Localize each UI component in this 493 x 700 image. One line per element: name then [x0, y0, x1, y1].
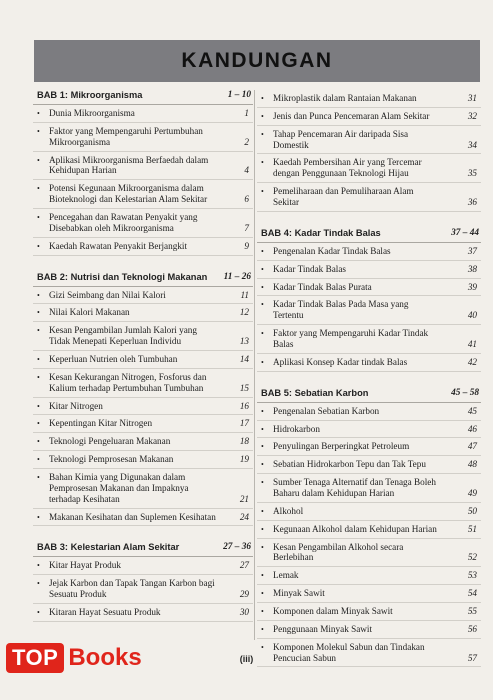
toc-entry-text-wrap — [257, 282, 441, 293]
toc-entry-label: Hidrokarbon — [273, 423, 320, 434]
toc-entry[interactable] — [33, 287, 253, 305]
chapter-title: BAB 1: Mikroorganisma — [37, 90, 143, 100]
toc-entry-text-wrap — [33, 436, 217, 447]
toc-entry-label: Pencegahan dan Rawatan Penyakit yang Disebabkan oleh Mikroorganisma — [49, 211, 198, 233]
bullet-icon: • — [261, 187, 264, 197]
toc-entry-page: 24 — [239, 511, 249, 522]
toc-entry[interactable] — [33, 369, 253, 398]
toc-entry[interactable] — [257, 325, 481, 354]
toc-entry[interactable] — [257, 183, 481, 212]
toc-right-column — [257, 90, 481, 667]
toc-entry-label: Kaedah Rawatan Penyakit Berjangkit — [49, 240, 188, 251]
toc-entry-page: 9 — [244, 240, 249, 251]
column-divider — [254, 90, 255, 640]
toc-entry-label: Kitar Nitrogen — [49, 400, 103, 411]
chapter-title: BAB 3: Kelestarian Alam Sekitar — [37, 542, 180, 553]
toc-entry-page: 18 — [239, 436, 249, 447]
toc-entry-label: Lemak — [273, 570, 299, 581]
toc-entry-text-wrap — [33, 108, 217, 119]
toc-entry-label: Jenis dan Punca Pencemaran Alam Sekitar — [273, 110, 430, 121]
toc-entry-label: Teknologi Pengeluaran Makanan — [49, 436, 171, 447]
toc-entry[interactable] — [257, 354, 481, 372]
toc-entry[interactable] — [257, 108, 481, 126]
bullet-icon: • — [261, 442, 264, 452]
toc-entry-page: 7 — [244, 222, 249, 233]
section-gap — [257, 372, 481, 388]
toc-entry[interactable] — [257, 296, 481, 325]
toc-entry-text-wrap — [33, 418, 217, 429]
bullet-icon: • — [37, 354, 40, 364]
toc-entry-label: Potensi Kegunaan Mikroorganisma dalam Bioteknologi dan Kelestarian Alam Sekitar — [49, 183, 208, 205]
toc-entry-text-wrap — [33, 354, 217, 365]
bullet-icon: • — [261, 329, 264, 339]
toc-entry-text-wrap — [33, 241, 217, 252]
toc-entry-label: Pengenalan Kadar Tindak Balas — [273, 245, 391, 256]
toc-entry-page: 14 — [239, 353, 249, 364]
chapter-heading[interactable] — [257, 388, 481, 403]
toc-entry-text-wrap — [257, 570, 441, 581]
toc-entry-page: 1 — [244, 107, 249, 118]
chapter-heading[interactable] — [33, 90, 253, 105]
toc-entry-label: Jejak Karbon dan Tapak Tangan Karbon bagi Sesuatu Produk — [49, 578, 215, 600]
toc-entry-text-wrap — [33, 155, 217, 177]
section-gap — [257, 212, 481, 228]
bullet-icon: • — [37, 108, 40, 118]
toc-entry-page: 16 — [239, 400, 249, 411]
toc-entry-label: Kitar Hayat Produk — [49, 560, 121, 571]
toc-entry-label: Kadar Tindak Balas Purata — [273, 281, 372, 292]
toc-entry-text-wrap — [257, 264, 441, 275]
toc-entry-text-wrap — [33, 607, 217, 618]
chapter-page-range: 27 – 36 — [223, 542, 251, 553]
bullet-icon: • — [261, 246, 264, 256]
toc-entry-label: Kadar Tindak Balas Pada Masa yang Tertentu — [273, 299, 409, 321]
toc-entry[interactable] — [257, 503, 481, 521]
toc-entry[interactable] — [33, 575, 253, 604]
toc-entry-label: Penyulingan Berperingkat Petroleum — [273, 441, 410, 452]
toc-entry[interactable] — [257, 603, 481, 621]
toc-entry-label: Keperluan Nutrien oleh Tumbuhan — [49, 353, 178, 364]
toc-entry-label: Mikroplastik dalam Rantaian Makanan — [273, 93, 417, 103]
page-number: (iii) — [239, 654, 254, 664]
toc-entry-page: 2 — [244, 136, 249, 147]
bullet-icon: • — [37, 372, 40, 382]
chapter-heading[interactable] — [257, 228, 481, 243]
toc-entry[interactable] — [257, 438, 481, 456]
bullet-icon: • — [261, 478, 264, 488]
chapter-title: BAB 4: Kadar Tindak Balas — [261, 227, 381, 238]
toc-entry[interactable] — [33, 415, 253, 433]
toc-entry-label: Bahan Kimia yang Digunakan dalam Pemprosesan Makanan dan Impaknya terhadap Kesihatan — [49, 471, 189, 504]
toc-entry-text-wrap — [257, 506, 441, 517]
toc-entry-label: Dunia Mikroorganisma — [49, 107, 135, 118]
toc-entry-page: 57 — [467, 652, 477, 663]
bullet-icon: • — [37, 607, 40, 617]
toc-entry-text-wrap — [257, 299, 441, 321]
toc-entry-page: 29 — [239, 589, 249, 600]
toc-entry[interactable] — [257, 567, 481, 585]
toc-entry[interactable] — [33, 180, 253, 209]
toc-entry-label: Faktor yang Mempengaruhi Pertumbuhan Mikroorganisma — [49, 125, 203, 147]
chapter-heading[interactable] — [33, 542, 253, 557]
toc-entry[interactable] — [257, 279, 481, 297]
bullet-icon: • — [37, 419, 40, 429]
toc-entry[interactable] — [33, 152, 253, 181]
toc-entry-label: Sebatian Hidrokarbon Tepu dan Tak Tepu — [273, 459, 426, 470]
bullet-icon: • — [37, 455, 40, 465]
toc-entry-text-wrap — [257, 186, 441, 208]
toc-entry-text-wrap — [33, 512, 217, 523]
toc-entry-page: 31 — [467, 93, 477, 103]
chapter-page-range: 11 – 26 — [223, 271, 251, 282]
toc-entry[interactable] — [33, 509, 253, 527]
toc-entry[interactable] — [257, 539, 481, 568]
bullet-icon: • — [37, 290, 40, 300]
bullet-icon: • — [261, 642, 264, 652]
toc-entry-label: Kitaran Hayat Sesuatu Produk — [49, 606, 161, 617]
bullet-icon: • — [37, 308, 40, 318]
toc-entry-text-wrap — [257, 588, 441, 599]
toc-entry-label: Sumber Tenaga Alternatif dan Tenaga Boleh Baharu dalam Kehidupan Harian — [273, 477, 436, 498]
toc-entry[interactable] — [257, 621, 481, 639]
toc-entry[interactable] — [33, 451, 253, 469]
toc-entry-page: 38 — [467, 263, 477, 274]
toc-entry-label: Minyak Sawit — [273, 588, 325, 599]
toc-left-column — [33, 90, 253, 622]
bullet-icon: • — [261, 111, 264, 121]
toc-entry-page: 21 — [239, 493, 249, 504]
toc-entry-text-wrap — [257, 328, 441, 350]
bullet-icon: • — [261, 357, 264, 367]
toc-entry-text-wrap — [33, 325, 217, 347]
toc-entry-label: Komponen dalam Minyak Sawit — [273, 606, 393, 616]
bullet-icon: • — [37, 126, 40, 136]
bullet-icon: • — [37, 401, 40, 411]
toc-entry[interactable] — [33, 322, 253, 351]
bullet-icon: • — [261, 571, 264, 581]
toc-entry-page: 40 — [467, 310, 477, 321]
bullet-icon: • — [37, 512, 40, 522]
bullet-icon: • — [261, 406, 264, 416]
toc-entry-text-wrap — [257, 424, 441, 435]
toc-entry[interactable] — [257, 261, 481, 279]
toc-entry-text-wrap — [33, 560, 217, 571]
toc-entry-label: Aplikasi Mikroorganisma Berfaedah dalam Kehidupan Harian — [49, 154, 209, 176]
toc-entry-label: Kesan Pengambilan Jumlah Kalori yang Tidak Menepati Keperluan Individu — [49, 325, 197, 347]
toc-entry-label: Kepentingan Kitar Nitrogen — [49, 418, 153, 429]
toc-entry-label: Kesan Pengambilan Alkohol secara Berlebihan — [273, 541, 404, 563]
toc-entry-text-wrap — [257, 246, 441, 257]
logo-books: Books — [68, 644, 142, 671]
toc-entry[interactable] — [33, 123, 253, 152]
toc-entry[interactable] — [33, 238, 253, 256]
bullet-icon: • — [261, 282, 264, 292]
toc-entry-page: 54 — [467, 588, 477, 599]
toc-entry[interactable] — [33, 209, 253, 238]
toc-entry-label: Pengenalan Sebatian Karbon — [273, 405, 380, 416]
toc-entry[interactable] — [33, 304, 253, 322]
chapter-title: BAB 2: Nutrisi dan Teknologi Makanan — [37, 271, 208, 282]
toc-entry-label: Teknologi Pemprosesan Makanan — [49, 454, 174, 465]
section-gap — [33, 256, 253, 272]
bullet-icon: • — [37, 437, 40, 447]
toc-entry-page: 6 — [244, 194, 249, 205]
toc-entry-page: 12 — [239, 307, 249, 318]
toc-entry-page: 30 — [239, 606, 249, 617]
bullet-icon: • — [261, 589, 264, 599]
toc-entry-page: 52 — [467, 552, 477, 563]
toc-entry-text-wrap — [33, 307, 217, 318]
bullet-icon: • — [37, 184, 40, 194]
toc-entry-text-wrap — [257, 441, 441, 452]
toc-entry-label: Penggunaan Minyak Sawit — [273, 623, 373, 634]
toc-entry-text-wrap — [33, 454, 217, 465]
chapter-page-range: 37 – 44 — [451, 227, 479, 238]
toc-entry-page: 50 — [467, 505, 477, 516]
bullet-icon: • — [37, 561, 40, 571]
bullet-icon: • — [261, 129, 264, 139]
toc-entry-label: Kaedah Pembersihan Air yang Tercemar dengan Penggunaan Teknologi Hijau — [273, 157, 422, 179]
bullet-icon: • — [37, 241, 40, 251]
toc-entry-page: 55 — [467, 606, 477, 616]
toc-entry-text-wrap — [257, 157, 441, 179]
section-gap — [33, 526, 253, 542]
toc-entry-page: 49 — [467, 487, 477, 498]
contents-banner — [34, 40, 480, 82]
toc-entry-page: 48 — [467, 459, 477, 470]
toc-entry-text-wrap — [257, 406, 441, 417]
bullet-icon: • — [37, 579, 40, 589]
toc-entry-label: Faktor yang Mempengaruhi Kadar Tindak Balas — [273, 328, 429, 349]
toc-entry-page: 56 — [467, 623, 477, 634]
toc-entry-page: 27 — [239, 560, 249, 571]
toc-entry-page: 15 — [239, 382, 249, 393]
toc-entry[interactable] — [33, 469, 253, 509]
toc-entry-page: 46 — [467, 423, 477, 434]
toc-entry-text-wrap — [257, 129, 441, 151]
toc-entry-page: 13 — [239, 336, 249, 347]
bullet-icon: • — [261, 300, 264, 310]
toc-entry[interactable] — [257, 421, 481, 439]
toc-entry-text-wrap — [33, 290, 217, 301]
toc-entry-text-wrap — [33, 372, 217, 394]
toc-entry-text-wrap — [33, 183, 217, 205]
toc-entry[interactable] — [257, 585, 481, 603]
toc-entry[interactable] — [33, 557, 253, 575]
bullet-icon: • — [261, 542, 264, 552]
toc-entry-label: Gizi Seimbang dan Nilai Kalori — [49, 289, 166, 300]
bullet-icon: • — [261, 524, 264, 534]
toc-entry-page: 51 — [467, 523, 477, 534]
toc-entry-label: Pemeliharaan dan Pemuliharaan Alam Sekitar — [273, 186, 414, 208]
toc-entry[interactable] — [257, 456, 481, 474]
bullet-icon: • — [37, 155, 40, 165]
toc-entry-label: Komponen Molekul Sabun dan Tindakan Pencucian Sabun — [273, 641, 425, 663]
toc-entry-label: Makanan Kesihatan dan Suplemen Kesihatan — [49, 511, 216, 522]
toc-entry-page: 36 — [467, 197, 477, 208]
bullet-icon: • — [37, 326, 40, 336]
toc-entry-page: 37 — [467, 245, 477, 256]
chapter-title: BAB 5: Sebatian Karbon — [261, 387, 369, 398]
toc-entry-text-wrap — [257, 542, 441, 564]
toc-entry-text-wrap — [257, 357, 441, 368]
toc-entry[interactable] — [257, 403, 481, 421]
toc-entry[interactable] — [257, 126, 481, 155]
toc-entry-page: 41 — [467, 339, 477, 349]
toc-entry-label: Aplikasi Konsep Kadar tindak Balas — [273, 356, 408, 367]
bullet-icon: • — [261, 607, 264, 616]
toc-entry-label: Kesan Kekurangan Nitrogen, Fosforus dan Kalium terhadap Pertumbuhan Tumbuhan — [49, 371, 207, 393]
bullet-icon: • — [261, 94, 264, 103]
toc-entry[interactable] — [33, 105, 253, 123]
bullet-icon: • — [37, 212, 40, 222]
toc-entry[interactable] — [257, 521, 481, 539]
toc-entry[interactable] — [33, 433, 253, 451]
bullet-icon: • — [261, 424, 264, 434]
toc-entry-label: Kegunaan Alkohol dalam Kehidupan Harian — [273, 523, 437, 534]
toc-entry-text-wrap — [257, 624, 441, 635]
toc-entry-page: 45 — [467, 405, 477, 416]
toc-entry-text-wrap — [33, 472, 217, 505]
toc-entry-label: Kadar Tindak Balas — [273, 263, 346, 274]
bullet-icon: • — [261, 624, 264, 634]
toc-entry-page: 17 — [239, 418, 249, 429]
toc-entry-text-wrap — [257, 524, 441, 535]
toc-entry-text-wrap — [257, 111, 441, 122]
toc-entry-label: Tahap Pencemaran Air daripada Sisa Domestik — [273, 128, 409, 150]
bullet-icon: • — [261, 264, 264, 274]
toc-entry-page: 39 — [467, 281, 477, 292]
toc-entry[interactable] — [257, 474, 481, 503]
toc-entry-text-wrap — [257, 93, 441, 104]
toc-entry[interactable] — [257, 90, 481, 108]
toc-entry-page: 34 — [467, 139, 477, 150]
toc-entry-page: 42 — [467, 356, 477, 367]
toc-entry-label: Nilai Kalori Makanan — [49, 307, 130, 318]
toc-entry[interactable] — [33, 351, 253, 369]
toc-entry-text-wrap — [33, 578, 217, 600]
toc-entry[interactable] — [257, 154, 481, 183]
page-title: KANDUNGAN — [181, 49, 333, 72]
toc-entry-page: 32 — [467, 110, 477, 121]
chapter-page-range: 45 – 58 — [451, 387, 479, 398]
toc-entry-text-wrap — [257, 459, 441, 470]
bullet-icon: • — [261, 158, 264, 168]
toc-entry-text-wrap — [257, 477, 441, 499]
bullet-icon: • — [261, 506, 264, 516]
toc-entry-label: Alkohol — [273, 505, 304, 516]
toc-entry-page: 4 — [244, 165, 249, 176]
bullet-icon: • — [37, 472, 40, 482]
toc-entry[interactable] — [33, 604, 253, 622]
chapter-heading[interactable] — [33, 272, 253, 287]
toc-entry-text-wrap — [33, 212, 217, 234]
toc-entry-page: 35 — [467, 168, 477, 179]
logo-top: TOP — [6, 643, 64, 673]
bullet-icon: • — [261, 460, 264, 470]
toc-entry-page: 11 — [240, 289, 249, 300]
topbooks-logo — [6, 640, 142, 676]
toc-entry[interactable] — [33, 398, 253, 416]
toc-entry-page: 53 — [467, 570, 477, 581]
toc-entry-page: 19 — [239, 454, 249, 465]
toc-entry-text-wrap — [33, 401, 217, 412]
chapter-page-range: 1 – 10 — [227, 90, 251, 100]
toc-entry-page: 47 — [467, 441, 477, 452]
toc-entry-text-wrap — [257, 606, 441, 617]
toc-entry-text-wrap — [33, 126, 217, 148]
toc-entry[interactable] — [257, 243, 481, 261]
